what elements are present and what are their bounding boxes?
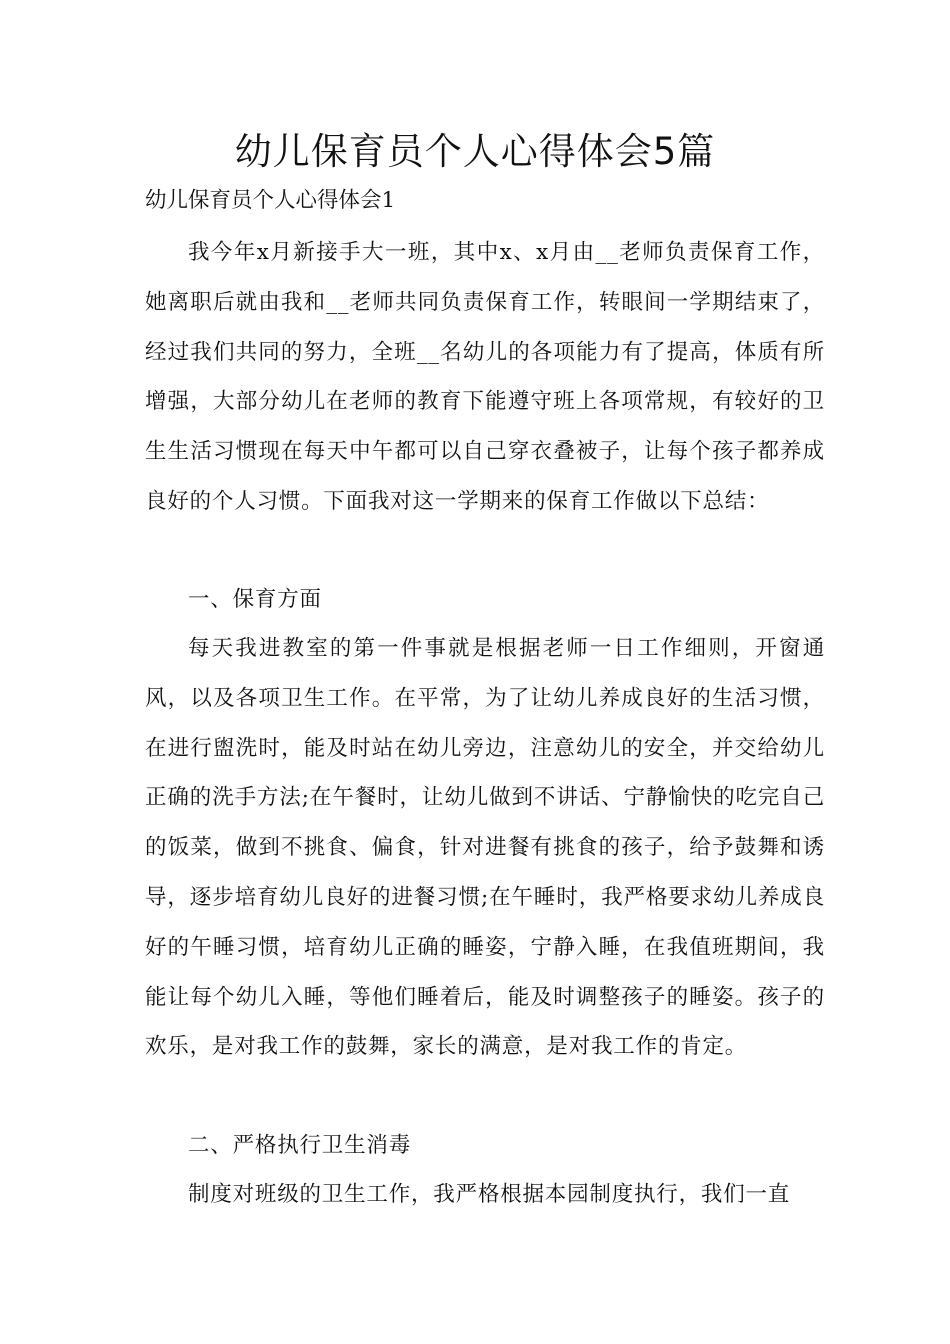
heading-childcare: 一、保育方面 bbox=[188, 587, 322, 612]
section-subtitle: 幼儿保育员个人心得体会1 bbox=[145, 188, 396, 213]
paragraph-hygiene: 制度对班级的卫生工作，我严格根据本园制度执行，我们一直 bbox=[188, 1182, 791, 1207]
heading-hygiene: 二、严格执行卫生消毒 bbox=[188, 1133, 412, 1158]
paragraph-childcare: 每天我进教室的第一件事就是根据老师一日工作细则，开窗通风，以及各项卫生工作。在平常，为了让幼儿养成良好的生活习惯，在进行盥洗时，能及时站在幼儿旁边，注意幼儿的安全，并交给幼儿正确的洗手方法;在午餐时，让幼儿做到不讲话、宁静愉快的吃完自己的饭菜，做到不挑食、偏食，针对进餐有挑食的孩子，给予鼓舞和诱导，逐步培育幼儿良好的进餐习惯;在午睡时，我严格要求幼儿养成良好的午睡习惯，培育幼儿正确的睡姿，宁静入睡，在我值班期间，我能让每个幼儿入睡，等他们睡着后，能及时调整孩子的睡姿。孩子的欢乐，是对我工作的鼓舞，家长的满意，是对我工作的肯定。 bbox=[145, 636, 825, 1060]
document-title: 幼儿保育员个人心得体会5篇 bbox=[234, 130, 716, 173]
paragraph-intro: 我今年x月新接手大一班，其中x、x月由__老师负责保育工作，她离职后就由我和__老师共同负责保育工作，转眼间一学期结束了，经过我们共同的努力，全班__名幼儿的各项能力有了提高，体质有所增强，大部分幼儿在老师的教育下能遵守班上各项常规，有较好的卫生生活习惯现在每天中午都可以自己穿衣叠被子，让每个孩子都养成良好的个人习惯。下面我对这一学期来的保育工作做以下总结： bbox=[145, 240, 825, 514]
